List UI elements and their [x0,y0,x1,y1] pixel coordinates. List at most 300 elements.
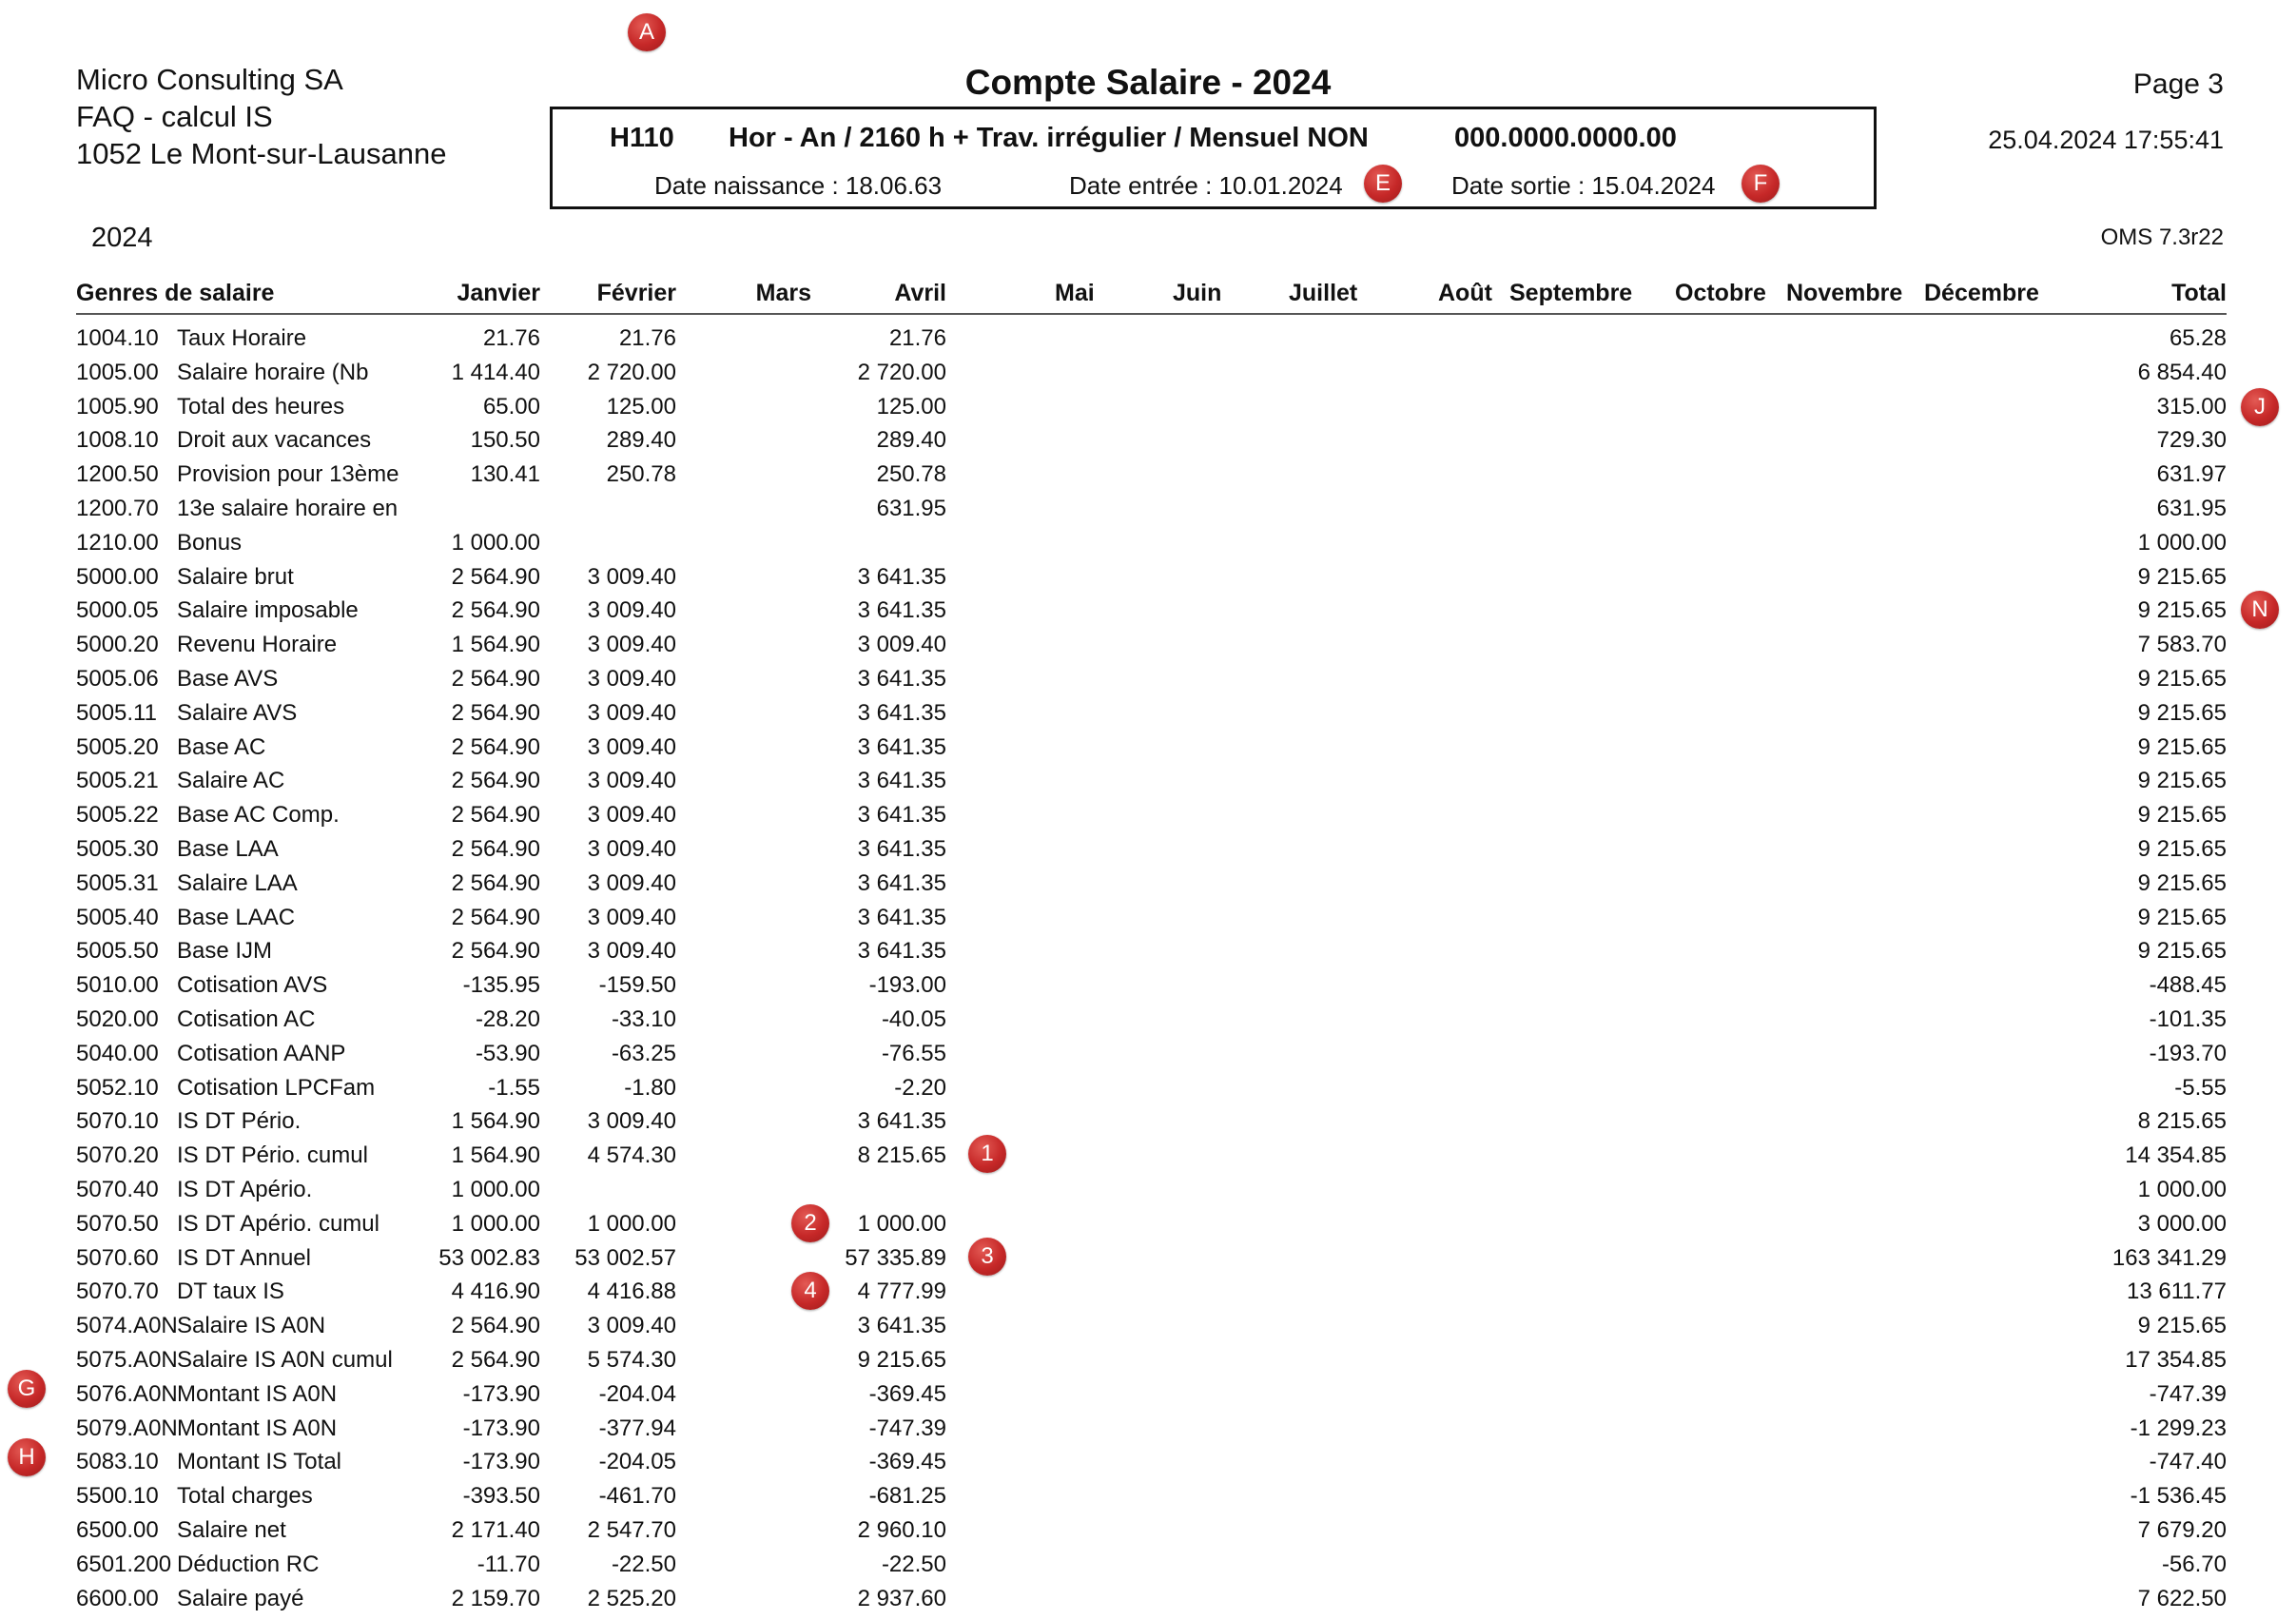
cell-fevrier: 4 574.30 [587,1142,676,1169]
cell-avril: 3 641.35 [857,597,946,624]
cell-avril: 57 335.89 [845,1244,946,1271]
cell-fevrier: -159.50 [598,972,676,999]
row-code: 5000.00 [76,563,159,590]
cell-fevrier: 289.40 [606,427,676,454]
cell-avril: 2 720.00 [857,359,946,385]
birth-date: Date naissance : 18.06.63 [654,171,943,200]
cell-total: 17 354.85 [2125,1347,2227,1373]
row-code: 5070.60 [76,1244,159,1271]
row-label: Base AC Comp. [177,802,340,829]
row-label: Provision pour 13ème [177,461,399,488]
row-label: Déduction RC [177,1551,320,1577]
row-label: Base AC [177,733,266,760]
table-row [0,1483,2296,1517]
row-label: Salaire IS A0N [177,1313,326,1339]
table-row [0,1517,2296,1552]
table-row [0,325,2296,360]
row-code: 1005.90 [76,393,159,420]
row-label: Salaire brut [177,563,294,590]
cell-total: 9 215.65 [2137,869,2227,896]
marker-e: E [1364,165,1402,203]
cell-total: 9 215.65 [2137,733,2227,760]
cell-janvier: 1 000.00 [451,1177,540,1202]
cell-avril: 3 641.35 [857,802,946,829]
cell-total: 315.00 [2156,393,2227,420]
cell-avril: 3 641.35 [857,904,946,930]
cell-janvier: 2 159.70 [451,1585,540,1611]
row-label: Cotisation AC [177,1006,316,1032]
cell-total: -747.39 [2149,1380,2227,1407]
table-row [0,905,2296,939]
cell-total: -193.70 [2149,1040,2227,1066]
cell-fevrier: -22.50 [611,1551,676,1577]
cell-fevrier: 2 547.70 [587,1517,676,1543]
table-row [0,1177,2296,1211]
cell-total: -1 299.23 [2130,1415,2227,1441]
row-code: 5000.05 [76,597,159,624]
cell-fevrier: 3 009.40 [587,1313,676,1339]
employee-code: H110 [610,123,674,153]
row-code: 1210.00 [76,529,159,556]
row-label: Cotisation AVS [177,972,328,999]
row-code: 5005.21 [76,768,159,794]
cell-total: 631.95 [2156,496,2227,521]
table-row [0,734,2296,769]
cell-fevrier: 2 720.00 [587,359,676,385]
table-row [0,666,2296,700]
cell-janvier: 2 564.90 [451,699,540,726]
cell-fevrier: -377.94 [598,1415,676,1441]
row-code: 5005.22 [76,802,159,829]
row-label: Base LAAC [177,904,296,930]
cell-fevrier: 53 002.57 [574,1244,676,1271]
cell-avril: -369.45 [868,1380,946,1407]
row-code: 5005.06 [76,666,159,692]
cell-janvier: 2 564.90 [451,1347,540,1373]
cell-janvier: 2 564.90 [451,869,540,896]
cell-avril: -40.05 [881,1006,946,1032]
table-row [0,496,2296,530]
row-label: Cotisation AANP [177,1040,346,1066]
cell-janvier: 21.76 [482,325,540,351]
table-row [0,1211,2296,1245]
cell-janvier: -173.90 [462,1380,540,1407]
header-month: Juin [1173,280,1222,306]
row-label: Salaire AC [177,768,285,794]
cell-avril: 8 215.65 [857,1142,946,1169]
table-row [0,1313,2296,1347]
cell-janvier: 53 002.83 [438,1244,540,1271]
table-row [0,530,2296,564]
header-month: Mars [755,280,811,306]
cell-fevrier: 5 574.30 [587,1347,676,1373]
cell-janvier: 2 564.90 [451,1313,540,1339]
cell-fevrier: -204.05 [598,1449,676,1475]
cell-janvier: -173.90 [462,1449,540,1475]
table-row [0,938,2296,972]
table-row [0,700,2296,734]
header-month: Novembre [1786,280,1903,306]
cell-avril: 3 641.35 [857,733,946,760]
cell-avril: 3 641.35 [857,836,946,862]
row-label: Base LAA [177,836,279,862]
cell-janvier: 2 564.90 [451,836,540,862]
cell-total: 1 000.00 [2137,1177,2227,1202]
cell-janvier: 2 564.90 [451,733,540,760]
row-code: 5079.A0N [76,1415,178,1441]
cell-avril: -747.39 [868,1415,946,1441]
row-code: 5074.A0N [76,1313,178,1339]
company-line2: FAQ - calcul IS [76,100,273,133]
row-label: 13e salaire horaire en [177,496,399,521]
cell-total: -747.40 [2149,1449,2227,1475]
table-row [0,1415,2296,1450]
page-number: Page 3 [2132,68,2224,100]
cell-total: 9 215.65 [2137,1313,2227,1339]
row-code: 5005.50 [76,938,159,965]
report-year: 2024 [91,223,153,253]
table-row [0,1075,2296,1109]
table-row [0,597,2296,632]
marker-j: J [2241,388,2279,426]
cell-avril: -22.50 [881,1551,946,1577]
row-label: Salaire net [177,1517,286,1543]
employee-number: 000.0000.0000.00 [1454,123,1677,153]
row-code: 1005.00 [76,359,159,385]
cell-avril: 2 960.10 [857,1517,946,1543]
cell-avril: 3 641.35 [857,768,946,794]
row-code: 5005.31 [76,869,159,896]
cell-total: -5.55 [2174,1074,2227,1101]
table-row [0,1142,2296,1177]
entry-date: Date entrée : 10.01.2024 [1069,171,1343,200]
row-label: Base IJM [177,938,273,965]
row-label: Total charges [177,1483,313,1510]
header-month: Octobre [1675,280,1766,306]
cell-total: -101.35 [2149,1006,2227,1032]
cell-total: 9 215.65 [2137,597,2227,624]
cell-total: 9 215.65 [2137,666,2227,692]
row-code: 5500.10 [76,1483,159,1510]
cell-total: -1 536.45 [2130,1483,2227,1510]
table-row [0,461,2296,496]
cell-avril: 250.78 [876,461,946,488]
cell-janvier: 2 564.90 [451,938,540,965]
cell-fevrier: -33.10 [611,1006,676,1032]
row-label: DT taux IS [177,1278,284,1305]
table-row [0,1245,2296,1279]
cell-avril: 3 641.35 [857,869,946,896]
table-row [0,1041,2296,1075]
cell-janvier: 2 564.90 [451,904,540,930]
row-code: 5083.10 [76,1449,159,1475]
row-code: 5070.20 [76,1142,159,1169]
cell-avril: -369.45 [868,1449,946,1475]
cell-avril: 1 000.00 [857,1210,946,1237]
cell-avril: 9 215.65 [857,1347,946,1373]
cell-total: -56.70 [2161,1551,2227,1577]
cell-avril: -681.25 [868,1483,946,1510]
cell-avril: 2 937.60 [857,1585,946,1611]
row-label: Montant IS A0N [177,1415,338,1441]
cell-total: 9 215.65 [2137,904,2227,930]
table-row [0,1006,2296,1041]
cell-fevrier: 125.00 [606,393,676,420]
marker-g: G [8,1370,46,1408]
cell-total: 13 611.77 [2127,1278,2227,1305]
row-label: IS DT Apério. cumul [177,1210,379,1237]
cell-avril: 3 641.35 [857,1108,946,1135]
row-code: 1004.10 [76,325,159,351]
cell-total: 9 215.65 [2137,836,2227,862]
table-row [0,1278,2296,1313]
cell-janvier: 65.00 [482,393,540,420]
cell-fevrier: 2 525.20 [587,1585,676,1611]
table-row [0,427,2296,461]
table-row [0,394,2296,428]
cell-total: -488.45 [2149,972,2227,999]
row-label: Salaire payé [177,1585,304,1611]
header-month: Janvier [457,280,540,306]
cell-janvier: -11.70 [477,1551,540,1577]
cell-fevrier: 21.76 [618,325,676,351]
row-code: 5040.00 [76,1040,159,1066]
row-code: 6600.00 [76,1585,159,1611]
cell-janvier: -28.20 [475,1006,540,1032]
cell-fevrier: 3 009.40 [587,836,676,862]
cell-janvier: -393.50 [462,1483,540,1510]
row-code: 5070.10 [76,1108,159,1135]
cell-avril: 3 641.35 [857,699,946,726]
company-name: Micro Consulting SA [76,63,343,96]
cell-janvier: -135.95 [462,972,540,999]
row-label: Droit aux vacances [177,427,372,454]
cell-total: 7 679.20 [2137,1517,2227,1543]
row-code: 5005.11 [76,699,157,726]
header-total: Total [2171,280,2227,306]
row-label: Total des heures [177,393,345,420]
cell-total: 163 341.29 [2111,1244,2227,1271]
software-version: OMS 7.3r22 [2100,224,2224,250]
cell-total: 1 000.00 [2137,529,2227,556]
cell-fevrier: 3 009.40 [587,666,676,692]
row-label: IS DT Pério. cumul [177,1142,368,1169]
cell-avril: 289.40 [876,427,946,454]
row-label: Revenu Horaire [177,632,338,658]
cell-janvier: 1 414.40 [451,359,540,385]
cell-total: 65.28 [2169,325,2227,351]
marker-n: N [2241,591,2279,629]
cell-fevrier: 3 009.40 [587,699,676,726]
header-month: Septembre [1509,280,1633,306]
row-label: Montant IS Total [177,1449,341,1475]
table-row [0,360,2296,394]
cell-avril: -2.20 [894,1074,946,1101]
cell-janvier: 2 564.90 [451,563,540,590]
cell-avril: 4 777.99 [857,1278,946,1305]
header-month: Décembre [1924,280,2039,306]
cell-fevrier: -461.70 [598,1483,676,1510]
row-code: 6500.00 [76,1517,159,1543]
cell-janvier: 1 000.00 [451,1210,540,1237]
cell-avril: 3 641.35 [857,563,946,590]
row-label: IS DT Annuel [177,1244,311,1271]
cell-janvier: 2 564.90 [451,597,540,624]
cell-total: 6 854.40 [2137,359,2227,385]
employee-box [550,107,1877,209]
marker-3: 3 [968,1238,1006,1276]
cell-janvier: 2 564.90 [451,802,540,829]
row-code: 5070.40 [76,1177,159,1202]
exit-date: Date sortie : 15.04.2024 [1451,171,1716,200]
row-code: 1008.10 [76,427,159,454]
cell-janvier: -173.90 [462,1415,540,1441]
cell-total: 9 215.65 [2137,938,2227,965]
cell-janvier: 1 564.90 [451,1142,540,1169]
row-label: Salaire LAA [177,869,298,896]
cell-fevrier: -204.04 [598,1380,676,1407]
cell-avril: 125.00 [876,393,946,420]
table-row [0,768,2296,802]
row-code: 5005.40 [76,904,159,930]
cell-avril: -193.00 [868,972,946,999]
row-code: 6501.200 [76,1551,172,1577]
cell-total: 3 000.00 [2137,1210,2227,1237]
header-month: Mai [1055,280,1095,306]
cell-avril: 3 641.35 [857,938,946,965]
cell-total: 631.97 [2156,461,2227,488]
table-row [0,836,2296,870]
cell-fevrier: 3 009.40 [587,632,676,658]
cell-fevrier: 3 009.40 [587,563,676,590]
cell-fevrier: 3 009.40 [587,802,676,829]
row-code: 1200.70 [76,496,159,521]
marker-h: H [8,1438,46,1476]
marker-4: 4 [791,1272,829,1310]
table-row [0,1347,2296,1381]
row-code: 1200.50 [76,461,159,488]
marker-1: 1 [968,1135,1006,1173]
row-label: Cotisation LPCFam [177,1074,376,1101]
table-row [0,972,2296,1006]
cell-fevrier: -63.25 [611,1040,676,1066]
page-title: Compte Salaire - 2024 [964,63,1332,102]
cell-total: 14 354.85 [2125,1142,2227,1169]
cell-fevrier: 3 009.40 [587,733,676,760]
cell-janvier: 1 564.90 [451,1108,540,1135]
header-rule [76,313,2227,315]
row-label: Salaire imposable [177,597,359,624]
cell-janvier: 150.50 [470,427,540,454]
cell-total: 8 215.65 [2137,1108,2227,1135]
cell-janvier: -1.55 [488,1074,540,1101]
cell-janvier: -53.90 [475,1040,540,1066]
header-genres: Genres de salaire [76,280,275,306]
cell-avril: 3 009.40 [857,632,946,658]
cell-janvier: 2 564.90 [451,666,540,692]
table-row [0,1108,2296,1142]
cell-fevrier: 3 009.40 [587,768,676,794]
cell-janvier: 2 171.40 [451,1517,540,1543]
cell-janvier: 2 564.90 [451,768,540,794]
cell-janvier: 1 000.00 [451,529,540,556]
table-row [0,564,2296,598]
row-code: 5005.30 [76,836,159,862]
cell-fevrier: 4 416.88 [587,1278,676,1305]
table-row [0,1449,2296,1483]
row-code: 5005.20 [76,733,159,760]
cell-fevrier: 3 009.40 [587,904,676,930]
row-label: Salaire AVS [177,699,298,726]
marker-f: F [1741,165,1780,203]
cell-fevrier: 3 009.40 [587,938,676,965]
header-month: Août [1438,280,1492,306]
marker-a: A [628,13,666,51]
row-label: Bonus [177,529,243,556]
header-month: Juillet [1289,280,1358,306]
cell-fevrier: 3 009.40 [587,597,676,624]
row-code: 5075.A0N [76,1347,178,1373]
cell-avril: 631.95 [876,496,946,521]
cell-total: 7 622.50 [2137,1585,2227,1611]
marker-2: 2 [791,1204,829,1242]
cell-fevrier: 250.78 [606,461,676,488]
cell-fevrier: 3 009.40 [587,869,676,896]
company-address: 1052 Le Mont-sur-Lausanne [76,137,447,170]
cell-fevrier: -1.80 [624,1074,676,1101]
cell-fevrier: 3 009.40 [587,1108,676,1135]
table-row [0,1586,2296,1620]
table-row [0,802,2296,836]
row-code: 5076.A0N [76,1380,178,1407]
cell-total: 9 215.65 [2137,699,2227,726]
row-code: 5070.50 [76,1210,159,1237]
table-row [0,1381,2296,1415]
table-row [0,632,2296,666]
cell-janvier: 4 416.90 [451,1278,540,1305]
row-label: Taux Horaire [177,325,307,351]
row-label: Base AVS [177,666,279,692]
print-datetime: 25.04.2024 17:55:41 [1988,126,2224,154]
row-label: Montant IS A0N [177,1380,338,1407]
cell-total: 9 215.65 [2137,802,2227,829]
row-code: 5070.70 [76,1278,159,1305]
row-label: Salaire horaire (Nb [177,359,369,385]
table-row [0,1552,2296,1586]
row-code: 5010.00 [76,972,159,999]
cell-avril: 3 641.35 [857,666,946,692]
row-label: IS DT Apério. [177,1177,313,1202]
cell-fevrier: 1 000.00 [587,1210,676,1237]
row-label: Salaire IS A0N cumul [177,1347,393,1373]
row-label: IS DT Pério. [177,1108,302,1135]
cell-avril: 3 641.35 [857,1313,946,1339]
cell-avril: -76.55 [881,1040,946,1066]
cell-total: 7 583.70 [2137,632,2227,658]
cell-total: 729.30 [2156,427,2227,454]
table-row [0,870,2296,905]
cell-total: 9 215.65 [2137,768,2227,794]
row-code: 5000.20 [76,632,159,658]
cell-avril: 21.76 [888,325,946,351]
cell-total: 9 215.65 [2137,563,2227,590]
cell-janvier: 130.41 [470,461,540,488]
header-month: Avril [894,280,946,306]
cell-janvier: 1 564.90 [451,632,540,658]
header-month: Février [596,280,676,306]
row-code: 5052.10 [76,1074,159,1101]
row-code: 5020.00 [76,1006,159,1032]
